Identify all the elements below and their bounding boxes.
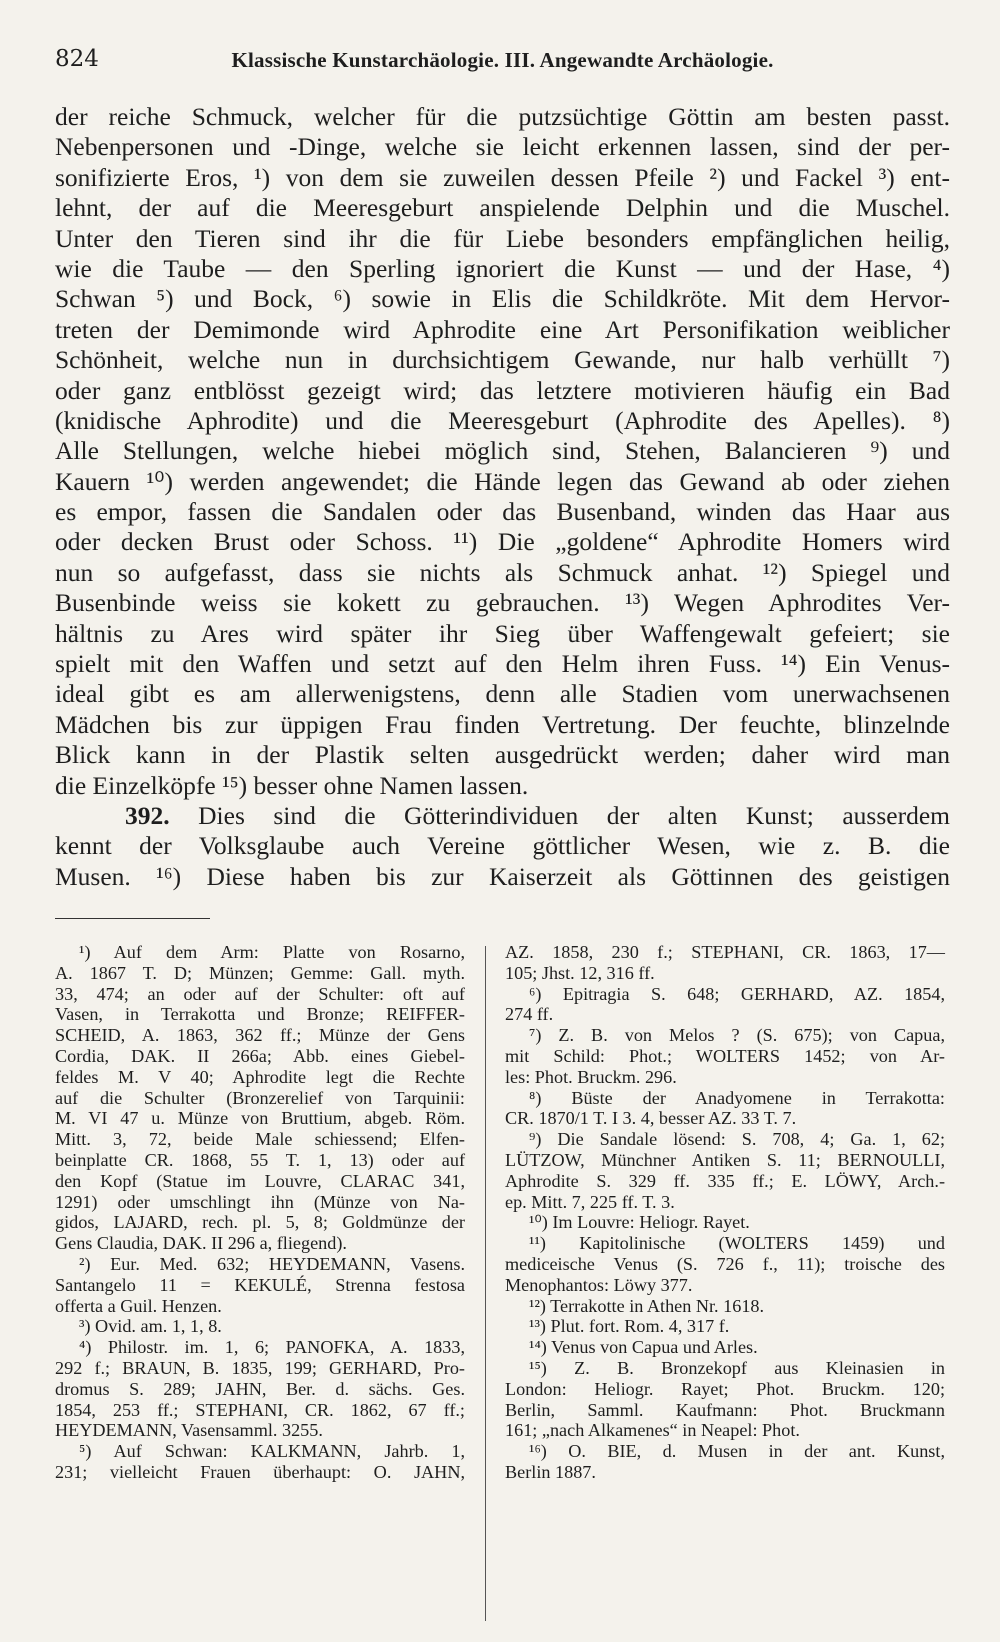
- footnotes-right-column: [505, 942, 945, 1483]
- footnote-line: les: Phot. Bruckm. 296.: [505, 1066, 677, 1087]
- footnote-line: Vasen, in Terrakotta und Bronze; REIFFER-: [55, 1004, 465, 1025]
- footnote-line: ¹²) Terrakotte in Athen Nr. 1618.: [529, 1295, 765, 1316]
- footnote-line: dromus S. 289; JAHN, Ber. d. sächs. Ges.: [55, 1378, 465, 1399]
- text-line: die Einzelköpfe ¹⁵) besser ohne Namen lassen.: [55, 770, 529, 800]
- footnote-line: Berlin, Samml. Kaufmann: Phot. Bruckmann: [505, 1399, 945, 1420]
- footnote-line: CR. 1870/1 T. I 3. 4, besser AZ. 33 T. 7.: [505, 1108, 797, 1129]
- footnote-line: SCHEID, A. 1863, 362 ff.; Münze der Gens: [55, 1025, 465, 1046]
- footnote-line: ³) Ovid. am. 1, 1, 8.: [79, 1316, 222, 1337]
- footnote-line: feldes M. V 40; Aphrodite legt die Rechte: [55, 1066, 465, 1087]
- footnote-line: Menophantos: Löwy 377.: [505, 1274, 693, 1295]
- footnote-line: beinplatte CR. 1868, 55 T. 1, 13) oder auf: [55, 1149, 465, 1170]
- footnote-line: ¹⁴) Venus von Capua und Arles.: [529, 1337, 758, 1358]
- footnote-line: Gens Claudia, DAK. II 296 a, fliegend).: [55, 1233, 347, 1254]
- page-header: [55, 38, 950, 78]
- footnote-line: 33, 474; an oder auf der Schulter: oft auf: [55, 983, 465, 1004]
- footnote-line: Berlin 1887.: [505, 1461, 596, 1482]
- footnote-line: A. 1867 T. D; Münzen; Gemme: Gall. myth.: [55, 962, 465, 983]
- footnote-line: ⁹) Die Sandale lösend: S. 708, 4; Ga. 1, 62;: [529, 1129, 945, 1150]
- footnote-line: 292 f.; BRAUN, B. 1835, 199; GERHARD, Pro-: [55, 1357, 465, 1378]
- text-line: Blick kann in der Plastik selten ausgedrückt werden; daher wird man: [55, 740, 950, 770]
- text-line: Alle Stellungen, welche hiebei möglich sind, Stehen, Balancieren ⁹) und: [55, 436, 950, 466]
- footnote-line: ¹¹) Kapitolinische (WOLTERS 1459) und: [529, 1233, 945, 1254]
- footnote-line: mit Schild: Phot.; WOLTERS 1452; von Ar-: [505, 1045, 945, 1066]
- text-line: kennt der Volksglaube auch Vereine göttlicher Wesen, wie z. B. die: [55, 831, 950, 861]
- text-line: treten der Demimonde wird Aphrodite eine Art Personifikation weiblicher: [55, 314, 950, 344]
- footnote-line: ⁷) Z. B. von Melos ? (S. 675); von Capua,: [529, 1025, 945, 1046]
- text-line: Mädchen bis zur üppigen Frau finden Vertretung. Der feuchte, blinzelnde: [55, 709, 950, 739]
- footnote-line: 274 ff.: [505, 1004, 554, 1025]
- main-text: [55, 102, 950, 892]
- footnote-line: Cordia, DAK. II 266a; Abb. eines Giebel-: [55, 1045, 465, 1066]
- page-number: 824: [55, 46, 99, 72]
- text-line: Busenbinde weiss sie kokett zu gebrauchen. ¹³) Wegen Aphrodites Ver-: [55, 588, 950, 618]
- footnote-line: ²) Eur. Med. 632; HEYDEMANN, Vasens.: [79, 1253, 465, 1274]
- footnote-line: ¹³) Plut. fort. Rom. 4, 317 f.: [529, 1316, 730, 1337]
- column-divider: [485, 946, 486, 1621]
- footnote-line: 1291) oder umschlingt ihn (Münze von Na-: [55, 1191, 465, 1212]
- footnotes-left-column: [55, 942, 465, 1483]
- footnote-line: ¹⁰) Im Louvre: Heliogr. Rayet.: [529, 1212, 750, 1233]
- footnote-line: Mitt. 3, 72, beide Male schiessend; Elfen-: [55, 1129, 465, 1150]
- text-line: hältnis zu Ares wird später ihr Sieg über Waffengewalt gefeiert; sie: [55, 618, 950, 648]
- footnote-line: ⁶) Epitragia S. 648; GERHARD, AZ. 1854,: [529, 983, 945, 1004]
- text-line: spielt mit den Waffen und setzt auf den Helm ihren Fuss. ¹⁴) Ein Venus-: [55, 649, 950, 679]
- text-line: es empor, fassen die Sandalen oder das Busenband, winden das Haar aus: [55, 497, 950, 527]
- running-title: Klassische Kunstarchäologie. III. Angewandte Archäologie.: [231, 48, 774, 72]
- text-line: oder decken Brust oder Schoss. ¹¹) Die „goldene“ Aphrodite Homers wird: [55, 527, 950, 557]
- text-line: sonifizierte Eros, ¹) von dem sie zuweilen dessen Pfeile ²) und Fackel ³) ent-: [55, 162, 950, 192]
- footnote-line: ⁸) Büste der Anadyomene in Terrakotta:: [529, 1087, 945, 1108]
- footnote-line: ⁵) Auf Schwan: KALKMANN, Jahrb. 1,: [79, 1441, 465, 1462]
- footnote-line: ¹⁵) Z. B. Bronzekopf aus Kleinasien in: [529, 1357, 945, 1378]
- text-line: Kauern ¹⁰) werden angewendet; die Hände legen das Gewand ab oder ziehen: [55, 466, 950, 496]
- text-line: Nebenpersonen und -Dinge, welche sie leicht erkennen lassen, sind der per-: [55, 132, 950, 162]
- footnote-line: auf die Schulter (Bronzerelief von Tarquinii:: [55, 1087, 465, 1108]
- footnote-line: Aphrodite S. 329 ff. 335 ff.; E. LÖWY, Arch.-: [505, 1170, 945, 1191]
- text-line: Schönheit, welche nun in durchsichtigem Gewande, nur halb verhüllt ⁷): [55, 345, 950, 375]
- footnote-line: ep. Mitt. 7, 225 ff. T. 3.: [505, 1191, 675, 1212]
- footnote-line: HEYDEMANN, Vasensamml. 3255.: [55, 1420, 323, 1441]
- text-line: nun so aufgefasst, dass sie nichts als Schmuck anhat. ¹²) Spiegel und: [55, 557, 950, 587]
- text-line: Schwan ⁵) und Bock, ⁶) sowie in Elis die Schildkröte. Mit dem Hervor-: [55, 284, 950, 314]
- footnote-line: M. VI 47 u. Münze von Bruttium, abgeb. Röm.: [55, 1108, 465, 1129]
- text-line: ideal gibt es am allerwenigstens, denn alle Stadien vom unerwachsenen: [55, 679, 950, 709]
- footnote-rule: [55, 918, 210, 919]
- footnote-line: offerta a Guil. Henzen.: [55, 1295, 222, 1316]
- footnote-line: 231; vielleicht Frauen überhaupt: O. JAHN,: [55, 1461, 465, 1482]
- footnote-line: AZ. 1858, 230 f.; STEPHANI, CR. 1863, 17—: [505, 942, 945, 962]
- footnote-line: mediceische Venus (S. 726 f., 11); troische des: [505, 1253, 945, 1274]
- section-text: Dies sind die Götterindividuen der alten Kunst; ausserdem: [198, 800, 950, 830]
- text-line: Musen. ¹⁶) Diese haben bis zur Kaiserzeit als Göttinnen des geistigen: [55, 861, 950, 891]
- footnote-line: 105; Jhst. 12, 316 ff.: [505, 962, 655, 983]
- footnote-line: LÜTZOW, Münchner Antiken S. 11; BERNOULLI,: [505, 1149, 945, 1170]
- footnote-line: 161; „nach Alkamenes“ in Neapel: Phot.: [505, 1420, 800, 1441]
- footnote-line: ⁴) Philostr. im. 1, 6; PANOFKA, A. 1833,: [79, 1337, 465, 1358]
- footnote-line: ¹⁶) O. BIE, d. Musen in der ant. Kunst,: [529, 1441, 945, 1462]
- footnote-line: den Kopf (Statue im Louvre, CLARAC 341,: [55, 1170, 465, 1191]
- text-line: wie die Taube — den Sperling ignoriert die Kunst — und der Hase, ⁴): [55, 253, 950, 283]
- footnote-line: 1854, 253 ff.; STEPHANI, CR. 1862, 67 ff.;: [55, 1399, 465, 1420]
- footnote-line: gidos, LAJARD, rech. pl. 5, 8; Goldmünze der: [55, 1212, 465, 1233]
- text-line: oder ganz entblösst gezeigt wird; das letztere motivieren häufig ein Bad: [55, 375, 950, 405]
- text-line: der reiche Schmuck, welcher für die putzsüchtige Göttin am besten passt.: [55, 102, 950, 131]
- section-number: 392.: [125, 800, 170, 830]
- text-line: (knidische Aphrodite) und die Meeresgeburt (Aphrodite des Apelles). ⁸): [55, 405, 950, 435]
- section-first-line: [55, 801, 950, 831]
- text-line: Unter den Tieren sind ihr die für Liebe besonders empfänglichen heilig,: [55, 223, 950, 253]
- footnote-line: Santangelo 11 = KEKULÉ, Strenna festosa: [55, 1274, 465, 1295]
- text-line: lehnt, der auf die Meeresgeburt anspielende Delphin und die Muschel.: [55, 193, 950, 223]
- footnote-line: ¹) Auf dem Arm: Platte von Rosarno,: [79, 942, 465, 962]
- footnote-line: London: Heliogr. Rayet; Phot. Bruckm. 120;: [505, 1378, 945, 1399]
